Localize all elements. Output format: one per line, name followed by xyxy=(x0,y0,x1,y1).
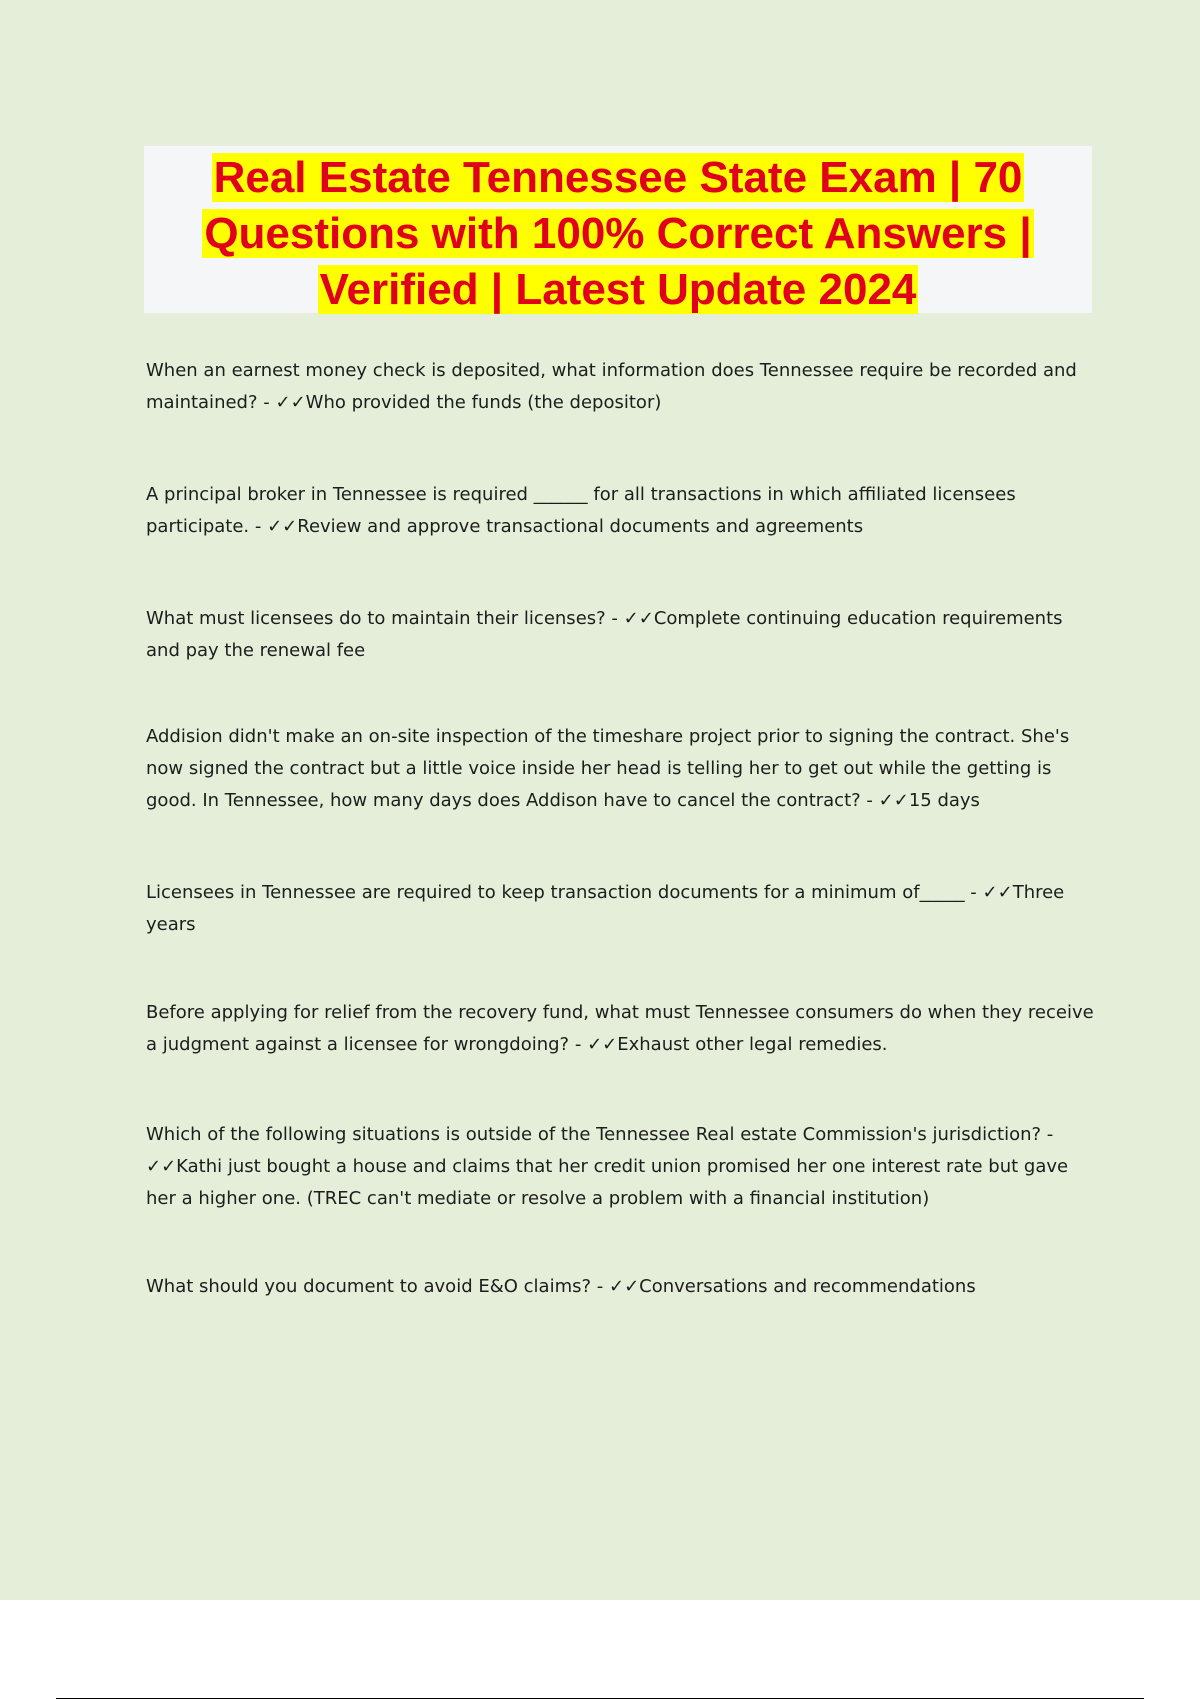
footer-divider xyxy=(56,1698,1144,1699)
answer-text: ✓✓Who provided the funds (the depositor) xyxy=(275,392,662,413)
qa-item-1 xyxy=(146,355,1096,419)
question-text: Licensees in Tennessee are required to keep transaction documents for a minimum of_____ - xyxy=(146,882,977,903)
qa-item-8 xyxy=(146,1271,1096,1303)
question-text: What should you document to avoid E&O claims? - xyxy=(146,1276,604,1297)
qa-item-6 xyxy=(146,997,1096,1061)
qa-item-5 xyxy=(146,877,1096,941)
qa-item-3 xyxy=(146,603,1096,667)
qa-item-2 xyxy=(146,479,1096,543)
answer-text: ✓✓Kathi just bought a house and claims that her credit union promised her one interest rate but gave her a higher one. (TREC can't mediate or resolve a problem with a financial institution) xyxy=(146,1156,1069,1209)
answer-text: ✓✓Review and approve transactional documents and agreements xyxy=(267,516,864,537)
qa-item-7 xyxy=(146,1119,1096,1215)
answer-text: ✓✓Conversations and recommendations xyxy=(609,1276,976,1297)
title-line-3: Verified | Latest Update 2024 xyxy=(319,265,917,314)
title-line-2: Questions with 100% Correct Answers | xyxy=(204,209,1032,258)
question-text: A principal broker in Tennessee is required ______ for all transactions in which affiliated licensees participate. - xyxy=(146,484,1016,537)
question-text: What must licensees do to maintain their licenses? - xyxy=(146,608,618,629)
answer-text: ✓✓Exhaust other legal remedies. xyxy=(587,1034,888,1055)
title-line-1: Real Estate Tennessee State Exam | 70 xyxy=(213,153,1023,202)
answer-text: ✓✓15 days xyxy=(878,790,980,811)
answer-text: ✓✓Complete continuing education requirements and pay the renewal fee xyxy=(146,608,1063,661)
question-text: Which of the following situations is outside of the Tennessee Real estate Commission's jurisdiction? - xyxy=(146,1124,1054,1145)
qa-list xyxy=(146,355,1096,1303)
title-box xyxy=(144,146,1092,313)
question-text: Addision didn't make an on-site inspection of the timeshare project prior to signing the contract. She's now signed the contract but a little voice inside her head is telling her to get out while the getting is good. In Tennessee, how many days does Addison have to cancel the contract? - xyxy=(146,726,1070,811)
question-text: When an earnest money check is deposited, what information does Tennessee require be recorded and maintained? - xyxy=(146,360,1077,413)
page-title xyxy=(144,146,1092,318)
qa-item-4 xyxy=(146,721,1096,817)
question-text: Before applying for relief from the recovery fund, what must Tennessee consumers do when they receive a judgment against a licensee for wrongdoing? - xyxy=(146,1002,1094,1055)
answer-text: ✓✓Three years xyxy=(146,882,1065,935)
